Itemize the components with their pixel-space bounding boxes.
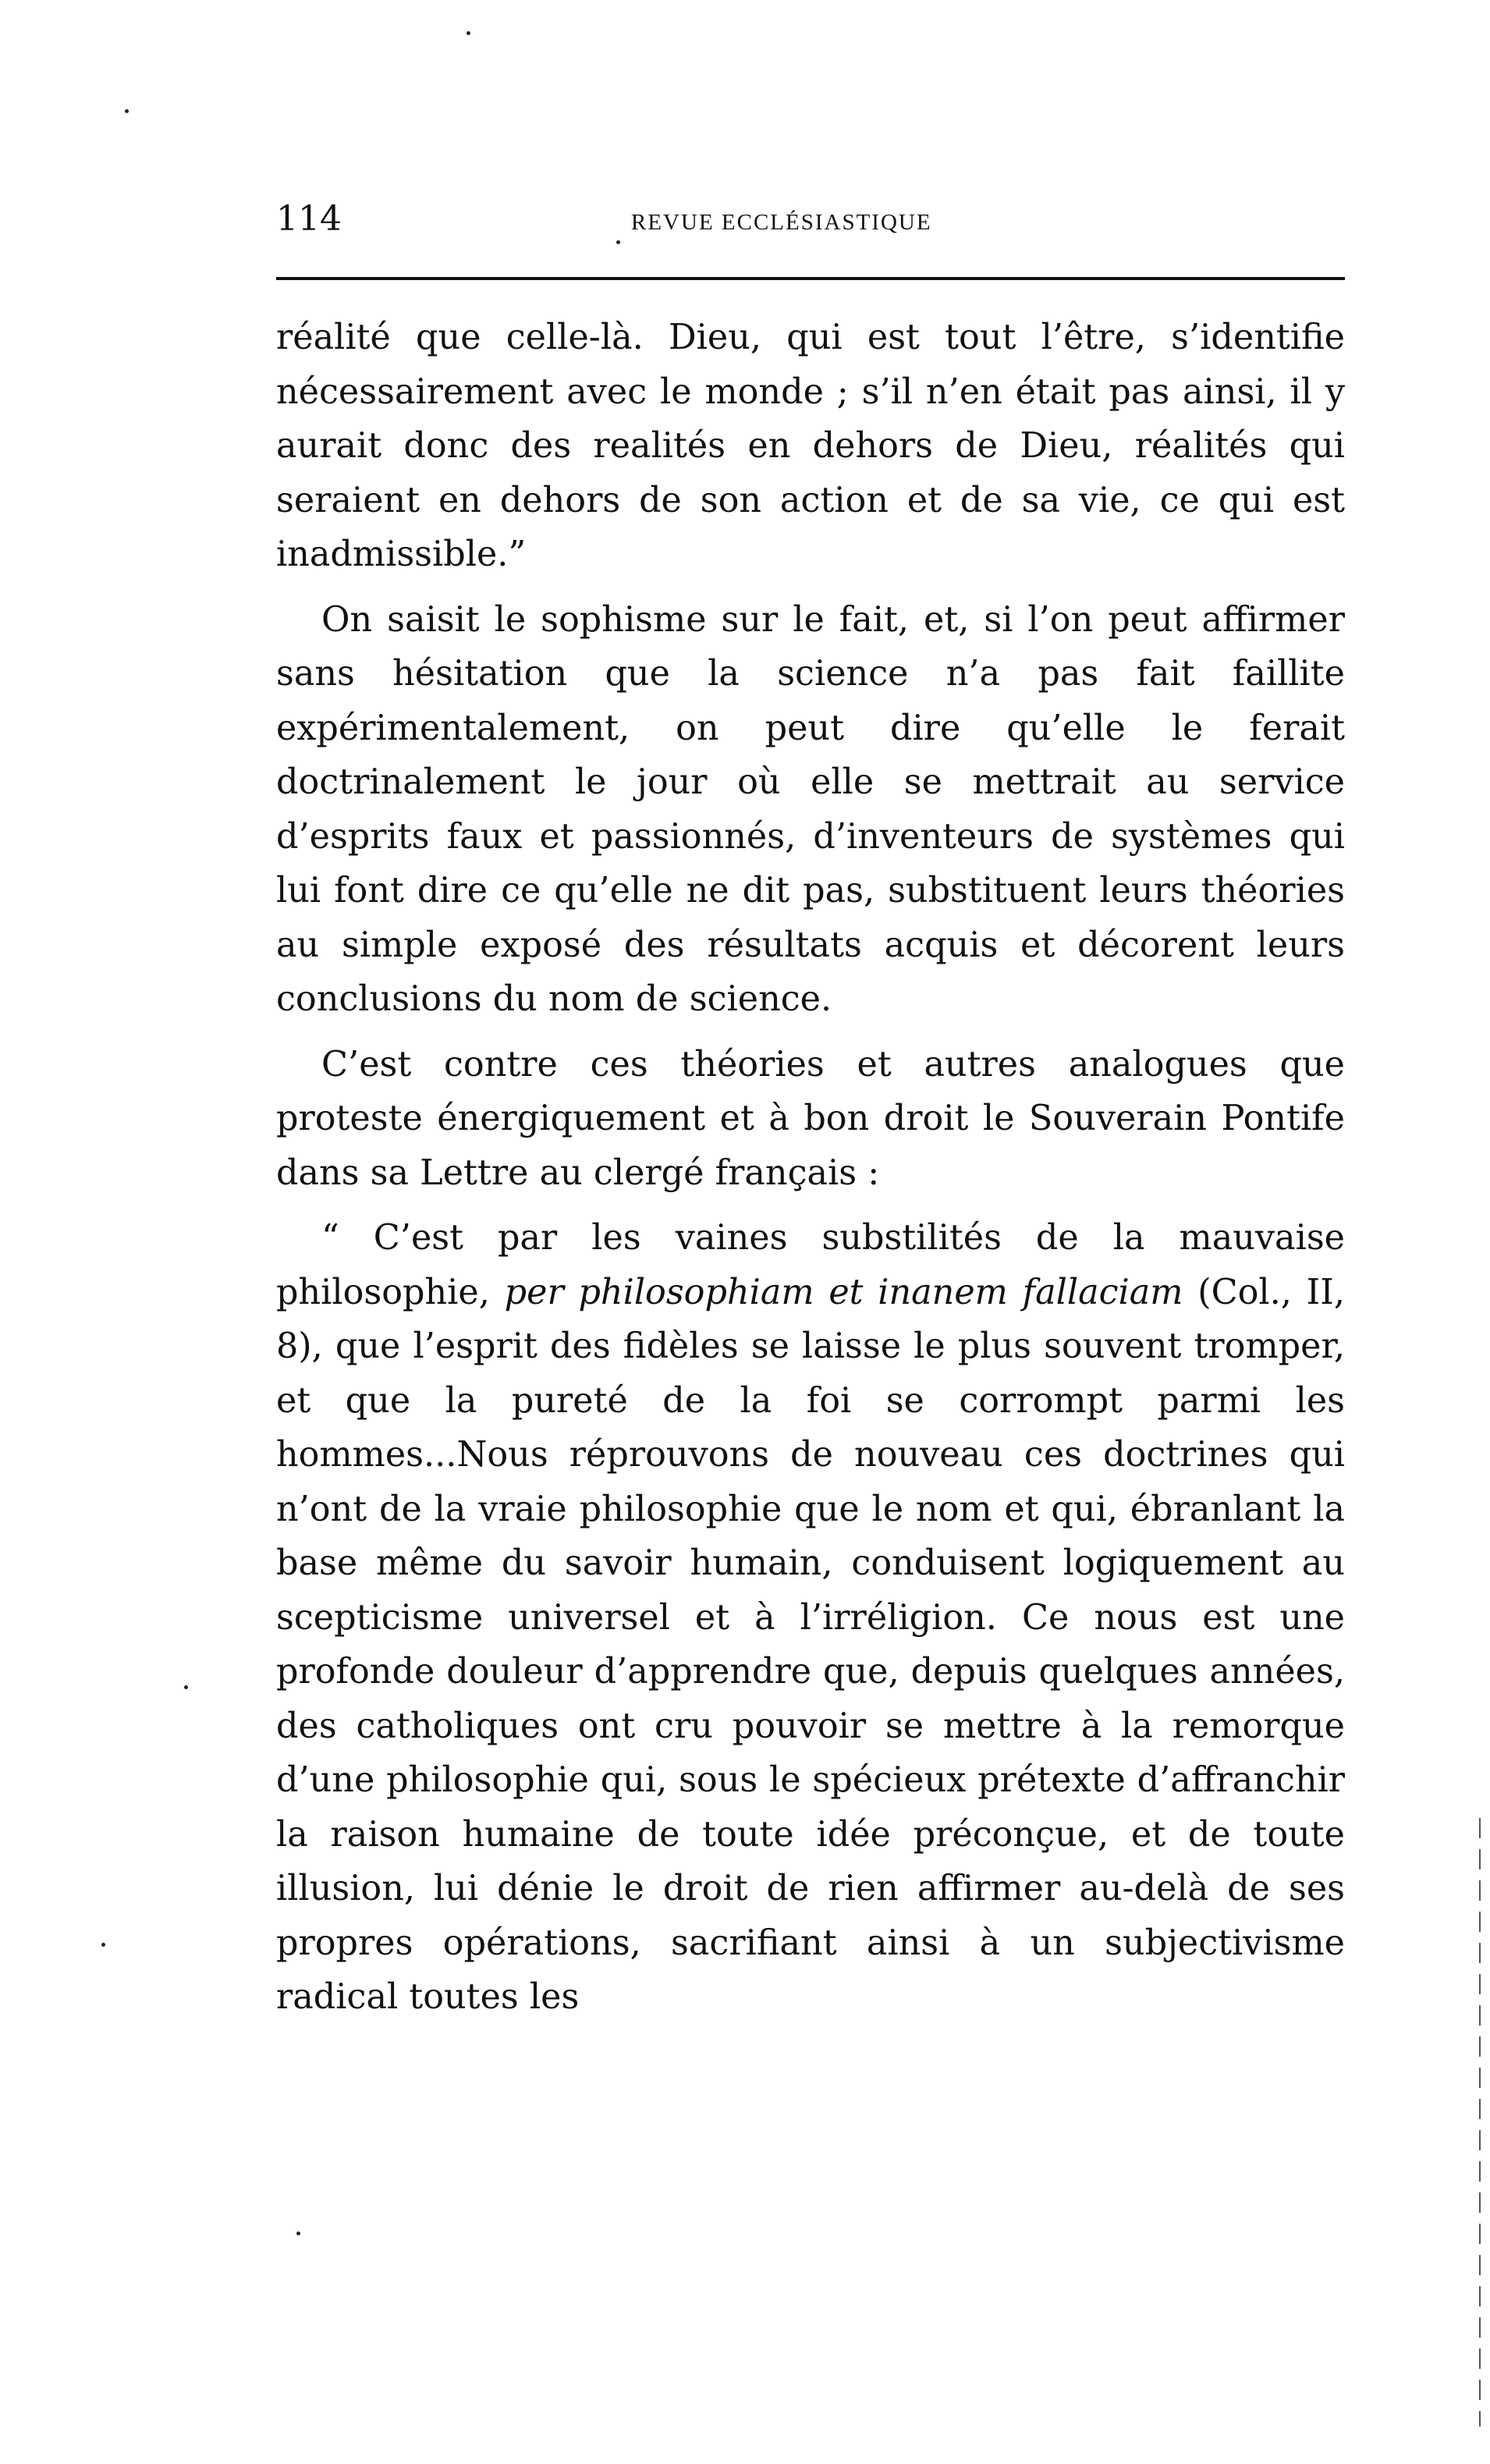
quotation-paragraph [276, 1211, 1345, 2025]
page-number: 114 [276, 199, 342, 239]
page-edge-mark [1479, 1818, 1481, 2427]
page-header [276, 200, 1345, 247]
running-head: REVUE ECCLÉSIASTIQUE [631, 210, 932, 235]
paragraph: On saisit le sophisme sur le fait, et, si l’on peut affirmer sans hésitation que la science n’a pas fait faillite expérimentalement, on peut dire qu’elle le ferait doctrinalement le jour où elle se mettrait au service d’esprits faux et passionnés, d’inventeurs de systèmes qui lui font dire ce qu’elle ne dit pas, substituent leurs théories au simple exposé des résultats acquis et décorent leurs conclusions du nom de science. [276, 599, 1345, 1019]
quotation-text-rest: (Col., II, 8), que l’esprit des fidèles se laisse le plus souvent tromper, et que la pureté de la foi se corrompt parmi les hommes...Nous réprouvons de nouveau ces doctrines qui n’ont de la vraie philosophie que le nom et qui, ébranlant la base même du savoir humain, conduisent logiquement au scepticisme universel et à l’irréligion. Ce nous est une profonde douleur d’apprendre que, depuis quelques années, des catholiques ont cru pouvoir se mettre à la remorque d’une philosophie qui, sous le spécieux prétexte d’affranchir la raison humaine de toute idée préconçue, et de toute illusion, lui dénie le droit de rien affirmer au-delà de ses propres opérations, sacrifiant ainsi à un subjectivisme radical toutes les [276, 1272, 1345, 2017]
ink-speck [467, 31, 470, 35]
header-rule [276, 277, 1345, 280]
ink-speck [296, 2231, 300, 2235]
paragraph: réalité que celle-là. Dieu, qui est tout l’être, s’identifie nécessairement avec le monde ; s’il n’en était pas ainsi, il y aurait donc des realités en dehors de Dieu, réalités qui seraient en dehors de son action et de sa vie, ce qui est inadmissible.” [276, 318, 1345, 574]
ink-speck [184, 1685, 188, 1689]
paragraph: C’est contre ces théories et autres analogues que proteste énergiquement et à bon droit le Souverain Pontife dans sa Lettre au clergé français : [276, 1044, 1345, 1193]
body-text [276, 311, 1345, 2025]
ink-speck [125, 109, 129, 113]
quotation-text-start: “ C’est par les vaines substilités de la mauvaise philosophie, [276, 1218, 1345, 1312]
ink-speck [101, 1943, 105, 1947]
latin-citation: per philosophiam et inanem fallaciam [504, 1272, 1183, 1312]
